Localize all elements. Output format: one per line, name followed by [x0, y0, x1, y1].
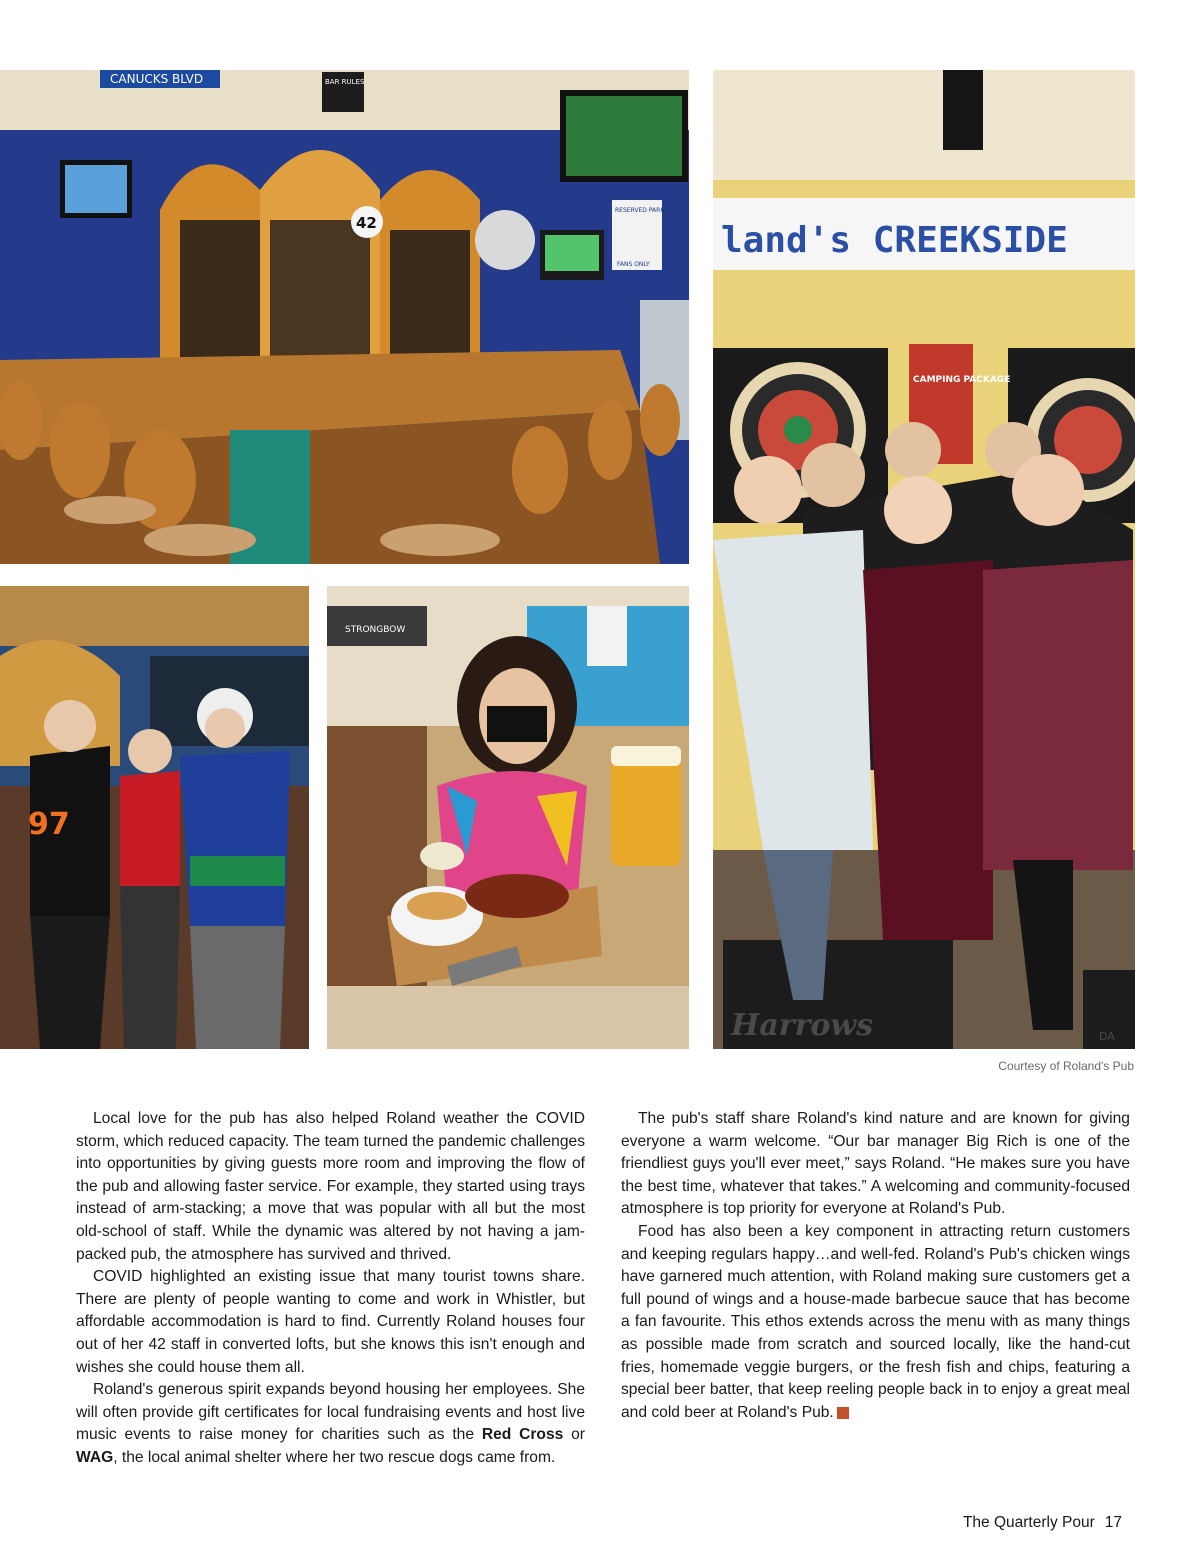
photo-staff-group	[713, 70, 1135, 1049]
photo-group-illustration	[713, 70, 1135, 1049]
photo-server-food	[327, 586, 689, 1049]
badge-42: 42	[356, 214, 377, 232]
banner-strongbow: STRONGBOW	[345, 625, 406, 635]
photo-credit: Courtesy of Roland's Pub	[998, 1059, 1134, 1073]
article-paragraph: The pub's staff share Roland's kind nature and are known for giving everyone a warm welcome. “Our bar manager Big Rich is one of the friendliest guys you'll ever meet,” says Roland. “He makes sure you have the best time, whatever that takes.” A welcoming and community-focused atmosphere is top priority for everyone at Roland's Pub.	[621, 1110, 1130, 1218]
article-paragraph: COVID highlighted an existing issue that many tourist towns share. There are plenty of people wanting to come and work in Whistler, but affordable accommodation is hard to find. Currently Roland houses four out of her 42 staff in converted lofts, but she knows this isn't enough and wishes she could house them all.	[76, 1268, 585, 1376]
photo-jerseys-illustration	[0, 586, 309, 1049]
paragraph-text: , the local animal shelter where her two rescue dogs came from.	[113, 1448, 556, 1466]
page-number: 17	[1104, 1514, 1122, 1531]
jersey-number: 97	[28, 807, 70, 842]
photo-bar-illustration	[0, 70, 689, 564]
poster-camping: CAMPING PACKAGE	[913, 375, 1011, 385]
article-column-left	[76, 1108, 585, 1470]
article-paragraph	[621, 1221, 1130, 1424]
charity-wag: WAG	[76, 1448, 114, 1466]
page-footer	[963, 1514, 1122, 1532]
photo-server-illustration	[327, 586, 689, 1049]
photo-staff-jerseys	[0, 586, 309, 1049]
sign-fans: FANS ONLY	[617, 261, 650, 268]
sign-parking: RESERVED PARKING	[615, 207, 676, 214]
paragraph-text: Food has also been a key component in attracting return customers and keeping regulars happy…and well-fed. Roland's Pub's chicken wings have garnered much attention, with Roland making sure customers get a full pound of wings and a house-made barbecue sauce that has become a fan favourite. This ethos extends across the menu with as many things as possible made from scratch and sourced locally, like the hand-cut fries, homemade veggie burgers, or the fresh fish and chips, featuring a special beer batter, that keep reeling people back in to enjoy a great meal and cold beer at Roland's Pub.	[621, 1222, 1130, 1421]
charity-red-cross: Red Cross	[481, 1426, 564, 1444]
sign-bar-rules: BAR RULES	[325, 78, 365, 86]
paragraph-text: Roland's generous spirit expands beyond housing her employees. She will often provide gift certificates for local fundraising events and host live music events to raise money for charities such as the	[76, 1381, 585, 1444]
magazine-name: The Quarterly Pour	[962, 1514, 1095, 1531]
mat-harrows: Harrows	[731, 1008, 874, 1043]
banner-creekside: land's CREEKSIDE	[721, 220, 1068, 261]
sign-street: CANUCKS BLVD	[110, 72, 204, 86]
photo-bar-interior	[0, 70, 689, 564]
mat-brand: DA	[1099, 1030, 1115, 1043]
paragraph-text: or	[563, 1426, 585, 1444]
end-mark-icon: P	[837, 1407, 849, 1419]
article-paragraph: Local love for the pub has also helped Roland weather the COVID storm, which reduced capacity. The team turned the pandemic challenges into opportunities by giving guests more room and improving the flow of the pub and allowing faster service. For example, they started using trays instead of arm-stacking; a move that was popular with all but the most old-school of staff. While the dynamic was altered by not having a jam-packed pub, the atmosphere has survived and thrived.	[76, 1110, 585, 1263]
article-paragraph	[76, 1379, 585, 1469]
article-column-right	[621, 1108, 1130, 1424]
